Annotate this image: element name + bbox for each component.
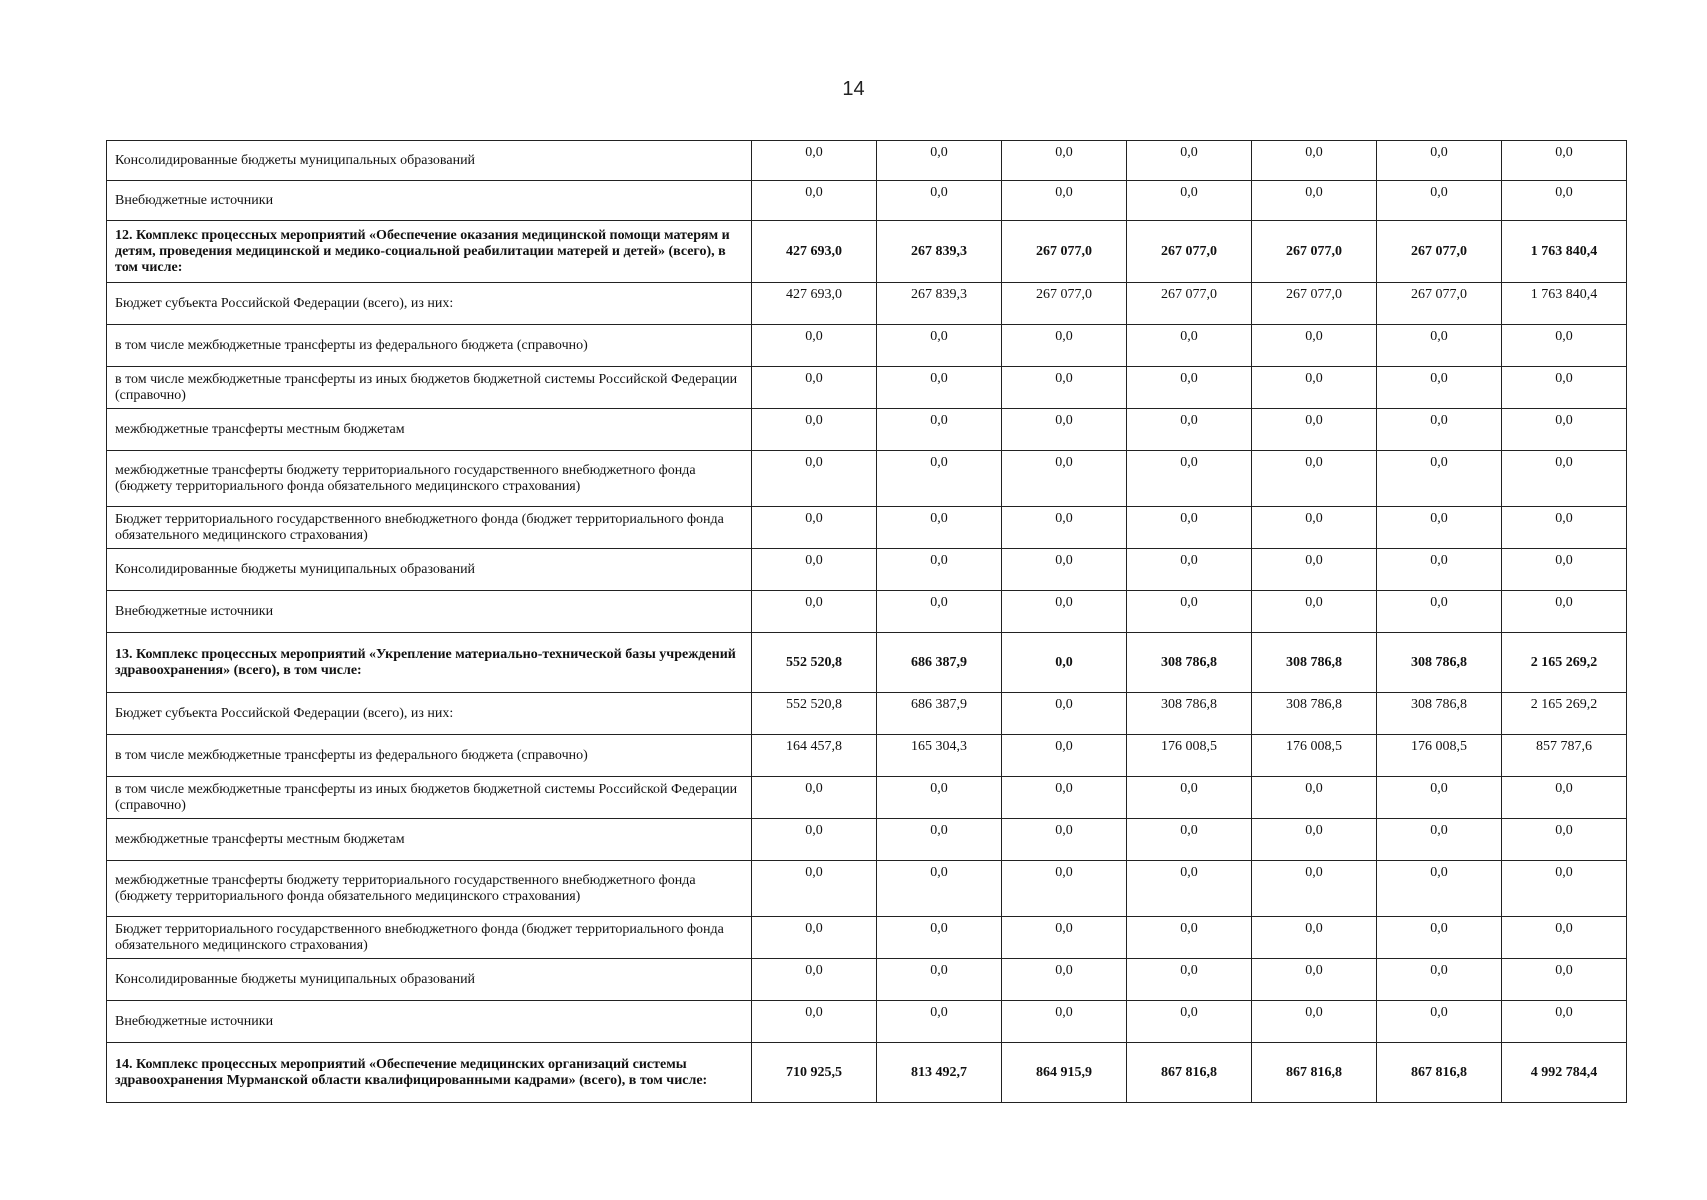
row-label: межбюджетные трансферты местным бюджетам — [107, 819, 752, 861]
value-cell: 0,0 — [1252, 819, 1377, 861]
value-cell: 0,0 — [1377, 959, 1502, 1001]
row-label: в том числе межбюджетные трансферты из федерального бюджета (справочно) — [107, 735, 752, 777]
value-cell: 0,0 — [877, 917, 1002, 959]
value-cell: 864 915,9 — [1002, 1043, 1127, 1103]
value-cell: 0,0 — [1002, 591, 1127, 633]
value-cell: 0,0 — [1002, 1001, 1127, 1043]
value-cell: 267 839,3 — [877, 283, 1002, 325]
table-row — [107, 777, 1627, 819]
value-cell: 0,0 — [1377, 917, 1502, 959]
value-cell: 0,0 — [1252, 1001, 1377, 1043]
table-row — [107, 1001, 1627, 1043]
table-row — [107, 507, 1627, 549]
value-cell: 0,0 — [1252, 507, 1377, 549]
table-row — [107, 549, 1627, 591]
value-cell: 0,0 — [752, 409, 877, 451]
table-row — [107, 819, 1627, 861]
value-cell: 0,0 — [1127, 1001, 1252, 1043]
value-cell: 813 492,7 — [877, 1043, 1002, 1103]
table-row — [107, 917, 1627, 959]
value-cell: 0,0 — [877, 591, 1002, 633]
value-cell: 0,0 — [1252, 141, 1377, 181]
row-label: Консолидированные бюджеты муниципальных образований — [107, 549, 752, 591]
row-label: Бюджет субъекта Российской Федерации (всего), из них: — [107, 283, 752, 325]
value-cell: 0,0 — [1127, 367, 1252, 409]
value-cell: 0,0 — [877, 325, 1002, 367]
value-cell: 0,0 — [1002, 735, 1127, 777]
value-cell: 0,0 — [877, 1001, 1002, 1043]
table-row — [107, 409, 1627, 451]
value-cell: 0,0 — [1377, 367, 1502, 409]
value-cell: 0,0 — [752, 1001, 877, 1043]
value-cell: 176 008,5 — [1252, 735, 1377, 777]
value-cell: 0,0 — [1377, 549, 1502, 591]
value-cell: 176 008,5 — [1127, 735, 1252, 777]
value-cell: 0,0 — [1002, 409, 1127, 451]
value-cell: 0,0 — [1252, 777, 1377, 819]
section-title: 12. Комплекс процессных мероприятий «Обеспечение оказания медицинской помощи матерям и детям, проведения медицинской и медико-социальной реабилитации матерей и детей» (всего), в том числе: — [107, 221, 752, 283]
row-label: Консолидированные бюджеты муниципальных образований — [107, 141, 752, 181]
value-cell: 0,0 — [1252, 959, 1377, 1001]
value-cell: 0,0 — [1127, 409, 1252, 451]
value-cell: 0,0 — [1252, 917, 1377, 959]
value-cell: 0,0 — [1127, 959, 1252, 1001]
value-cell: 0,0 — [877, 451, 1002, 507]
value-cell: 0,0 — [1002, 141, 1127, 181]
value-cell: 0,0 — [1377, 325, 1502, 367]
value-cell: 552 520,8 — [752, 693, 877, 735]
row-label: межбюджетные трансферты бюджету территориального государственного внебюджетного фонда (бюджету территориального фонда обязательного медицинского страхования) — [107, 861, 752, 917]
table-row — [107, 591, 1627, 633]
page-number: 14 — [842, 78, 865, 100]
row-label: в том числе межбюджетные трансферты из федерального бюджета (справочно) — [107, 325, 752, 367]
value-cell: 0,0 — [752, 959, 877, 1001]
value-cell: 0,0 — [752, 549, 877, 591]
value-cell: 267 077,0 — [1377, 221, 1502, 283]
value-cell: 0,0 — [1127, 507, 1252, 549]
value-cell: 0,0 — [1502, 777, 1627, 819]
value-cell: 4 992 784,4 — [1502, 1043, 1627, 1103]
budget-table — [106, 140, 1627, 1103]
value-cell: 686 387,9 — [877, 633, 1002, 693]
table-row — [107, 693, 1627, 735]
value-cell: 0,0 — [1502, 367, 1627, 409]
table-row — [107, 141, 1627, 181]
value-cell: 267 077,0 — [1127, 283, 1252, 325]
value-cell: 0,0 — [1002, 507, 1127, 549]
row-label: в том числе межбюджетные трансферты из иных бюджетов бюджетной системы Российской Федерации (справочно) — [107, 777, 752, 819]
row-label: в том числе межбюджетные трансферты из иных бюджетов бюджетной системы Российской Федерации (справочно) — [107, 367, 752, 409]
value-cell: 267 077,0 — [1252, 283, 1377, 325]
table-row-section-13 — [107, 633, 1627, 693]
value-cell: 0,0 — [1377, 141, 1502, 181]
value-cell: 0,0 — [1002, 917, 1127, 959]
value-cell: 0,0 — [752, 819, 877, 861]
value-cell: 857 787,6 — [1502, 735, 1627, 777]
value-cell: 0,0 — [877, 861, 1002, 917]
value-cell: 0,0 — [1127, 591, 1252, 633]
value-cell: 427 693,0 — [752, 221, 877, 283]
value-cell: 552 520,8 — [752, 633, 877, 693]
table-row — [107, 861, 1627, 917]
value-cell: 176 008,5 — [1377, 735, 1502, 777]
value-cell: 0,0 — [752, 507, 877, 549]
value-cell: 0,0 — [1377, 409, 1502, 451]
value-cell: 2 165 269,2 — [1502, 633, 1627, 693]
value-cell: 0,0 — [1002, 633, 1127, 693]
value-cell: 0,0 — [752, 861, 877, 917]
value-cell: 0,0 — [877, 141, 1002, 181]
value-cell: 0,0 — [1502, 959, 1627, 1001]
value-cell: 267 077,0 — [1002, 221, 1127, 283]
value-cell: 686 387,9 — [877, 693, 1002, 735]
value-cell: 0,0 — [1502, 451, 1627, 507]
value-cell: 0,0 — [1002, 181, 1127, 221]
row-label: Бюджет территориального государственного внебюджетного фонда (бюджет территориального фонда обязательного медицинского страхования) — [107, 507, 752, 549]
value-cell: 308 786,8 — [1377, 693, 1502, 735]
value-cell: 0,0 — [752, 591, 877, 633]
value-cell: 0,0 — [1502, 591, 1627, 633]
table-row-section-12 — [107, 221, 1627, 283]
row-label: Бюджет территориального государственного внебюджетного фонда (бюджет территориального фонда обязательного медицинского страхования) — [107, 917, 752, 959]
value-cell: 0,0 — [1252, 861, 1377, 917]
value-cell: 308 786,8 — [1127, 693, 1252, 735]
value-cell: 0,0 — [1127, 141, 1252, 181]
table-row-section-14 — [107, 1043, 1627, 1103]
value-cell: 0,0 — [1002, 451, 1127, 507]
value-cell: 867 816,8 — [1127, 1043, 1252, 1103]
value-cell: 0,0 — [1252, 591, 1377, 633]
value-cell: 165 304,3 — [877, 735, 1002, 777]
value-cell: 164 457,8 — [752, 735, 877, 777]
value-cell: 0,0 — [1502, 1001, 1627, 1043]
value-cell: 867 816,8 — [1377, 1043, 1502, 1103]
section-title: 14. Комплекс процессных мероприятий «Обеспечение медицинских организаций системы здравоохранения Мурманской области квалифицированными кадрами» (всего), в том числе: — [107, 1043, 752, 1103]
value-cell: 0,0 — [1377, 861, 1502, 917]
value-cell: 0,0 — [1002, 861, 1127, 917]
value-cell: 0,0 — [1377, 819, 1502, 861]
table-row — [107, 959, 1627, 1001]
value-cell: 267 077,0 — [1377, 283, 1502, 325]
value-cell: 0,0 — [877, 549, 1002, 591]
value-cell: 308 786,8 — [1377, 633, 1502, 693]
value-cell: 267 839,3 — [877, 221, 1002, 283]
value-cell: 0,0 — [1502, 917, 1627, 959]
value-cell: 0,0 — [752, 181, 877, 221]
value-cell: 0,0 — [877, 959, 1002, 1001]
value-cell: 0,0 — [1127, 325, 1252, 367]
value-cell: 1 763 840,4 — [1502, 283, 1627, 325]
value-cell: 0,0 — [1502, 819, 1627, 861]
value-cell: 0,0 — [1002, 325, 1127, 367]
value-cell: 0,0 — [1002, 819, 1127, 861]
value-cell: 267 077,0 — [1127, 221, 1252, 283]
value-cell: 0,0 — [1502, 409, 1627, 451]
value-cell: 0,0 — [1252, 451, 1377, 507]
section-title: 13. Комплекс процессных мероприятий «Укрепление материально-технической базы учреждений здравоохранения» (всего), в том числе: — [107, 633, 752, 693]
value-cell: 0,0 — [1377, 451, 1502, 507]
value-cell: 0,0 — [1002, 367, 1127, 409]
value-cell: 0,0 — [877, 181, 1002, 221]
value-cell: 0,0 — [1127, 549, 1252, 591]
value-cell: 0,0 — [877, 819, 1002, 861]
value-cell: 0,0 — [1002, 549, 1127, 591]
table-row — [107, 325, 1627, 367]
row-label: Консолидированные бюджеты муниципальных образований — [107, 959, 752, 1001]
value-cell: 0,0 — [752, 917, 877, 959]
table-row — [107, 283, 1627, 325]
value-cell: 710 925,5 — [752, 1043, 877, 1103]
row-label: Внебюджетные источники — [107, 1001, 752, 1043]
value-cell: 0,0 — [1377, 1001, 1502, 1043]
value-cell: 308 786,8 — [1252, 633, 1377, 693]
value-cell: 267 077,0 — [1252, 221, 1377, 283]
table-row — [107, 735, 1627, 777]
row-label: Бюджет субъекта Российской Федерации (всего), из них: — [107, 693, 752, 735]
value-cell: 0,0 — [1252, 367, 1377, 409]
value-cell: 0,0 — [1127, 777, 1252, 819]
value-cell: 308 786,8 — [1252, 693, 1377, 735]
table-row — [107, 451, 1627, 507]
value-cell: 0,0 — [1002, 959, 1127, 1001]
value-cell: 0,0 — [877, 367, 1002, 409]
value-cell: 0,0 — [752, 367, 877, 409]
value-cell: 0,0 — [1127, 861, 1252, 917]
row-label: межбюджетные трансферты бюджету территориального государственного внебюджетного фонда (бюджету территориального фонда обязательного медицинского страхования) — [107, 451, 752, 507]
value-cell: 0,0 — [1252, 409, 1377, 451]
value-cell: 0,0 — [877, 777, 1002, 819]
value-cell: 0,0 — [1252, 181, 1377, 221]
value-cell: 0,0 — [877, 409, 1002, 451]
value-cell: 0,0 — [1502, 861, 1627, 917]
table-row — [107, 181, 1627, 221]
value-cell: 0,0 — [1002, 777, 1127, 819]
value-cell: 0,0 — [1127, 819, 1252, 861]
value-cell: 0,0 — [1002, 693, 1127, 735]
value-cell: 867 816,8 — [1252, 1043, 1377, 1103]
value-cell: 0,0 — [1377, 777, 1502, 819]
value-cell: 0,0 — [752, 777, 877, 819]
value-cell: 1 763 840,4 — [1502, 221, 1627, 283]
value-cell: 0,0 — [1252, 325, 1377, 367]
value-cell: 0,0 — [752, 451, 877, 507]
value-cell: 0,0 — [1252, 549, 1377, 591]
row-label: Внебюджетные источники — [107, 181, 752, 221]
value-cell: 267 077,0 — [1002, 283, 1127, 325]
row-label: Внебюджетные источники — [107, 591, 752, 633]
value-cell: 0,0 — [1502, 181, 1627, 221]
value-cell: 0,0 — [1377, 591, 1502, 633]
value-cell: 0,0 — [1502, 141, 1627, 181]
value-cell: 0,0 — [1502, 325, 1627, 367]
value-cell: 0,0 — [1127, 917, 1252, 959]
value-cell: 2 165 269,2 — [1502, 693, 1627, 735]
value-cell: 0,0 — [752, 325, 877, 367]
value-cell: 0,0 — [752, 141, 877, 181]
value-cell: 308 786,8 — [1127, 633, 1252, 693]
value-cell: 0,0 — [1377, 181, 1502, 221]
value-cell: 0,0 — [1502, 507, 1627, 549]
value-cell: 0,0 — [1502, 549, 1627, 591]
value-cell: 0,0 — [1377, 507, 1502, 549]
value-cell: 0,0 — [1127, 181, 1252, 221]
row-label: межбюджетные трансферты местным бюджетам — [107, 409, 752, 451]
value-cell: 0,0 — [877, 507, 1002, 549]
value-cell: 427 693,0 — [752, 283, 877, 325]
table-row — [107, 367, 1627, 409]
value-cell: 0,0 — [1127, 451, 1252, 507]
